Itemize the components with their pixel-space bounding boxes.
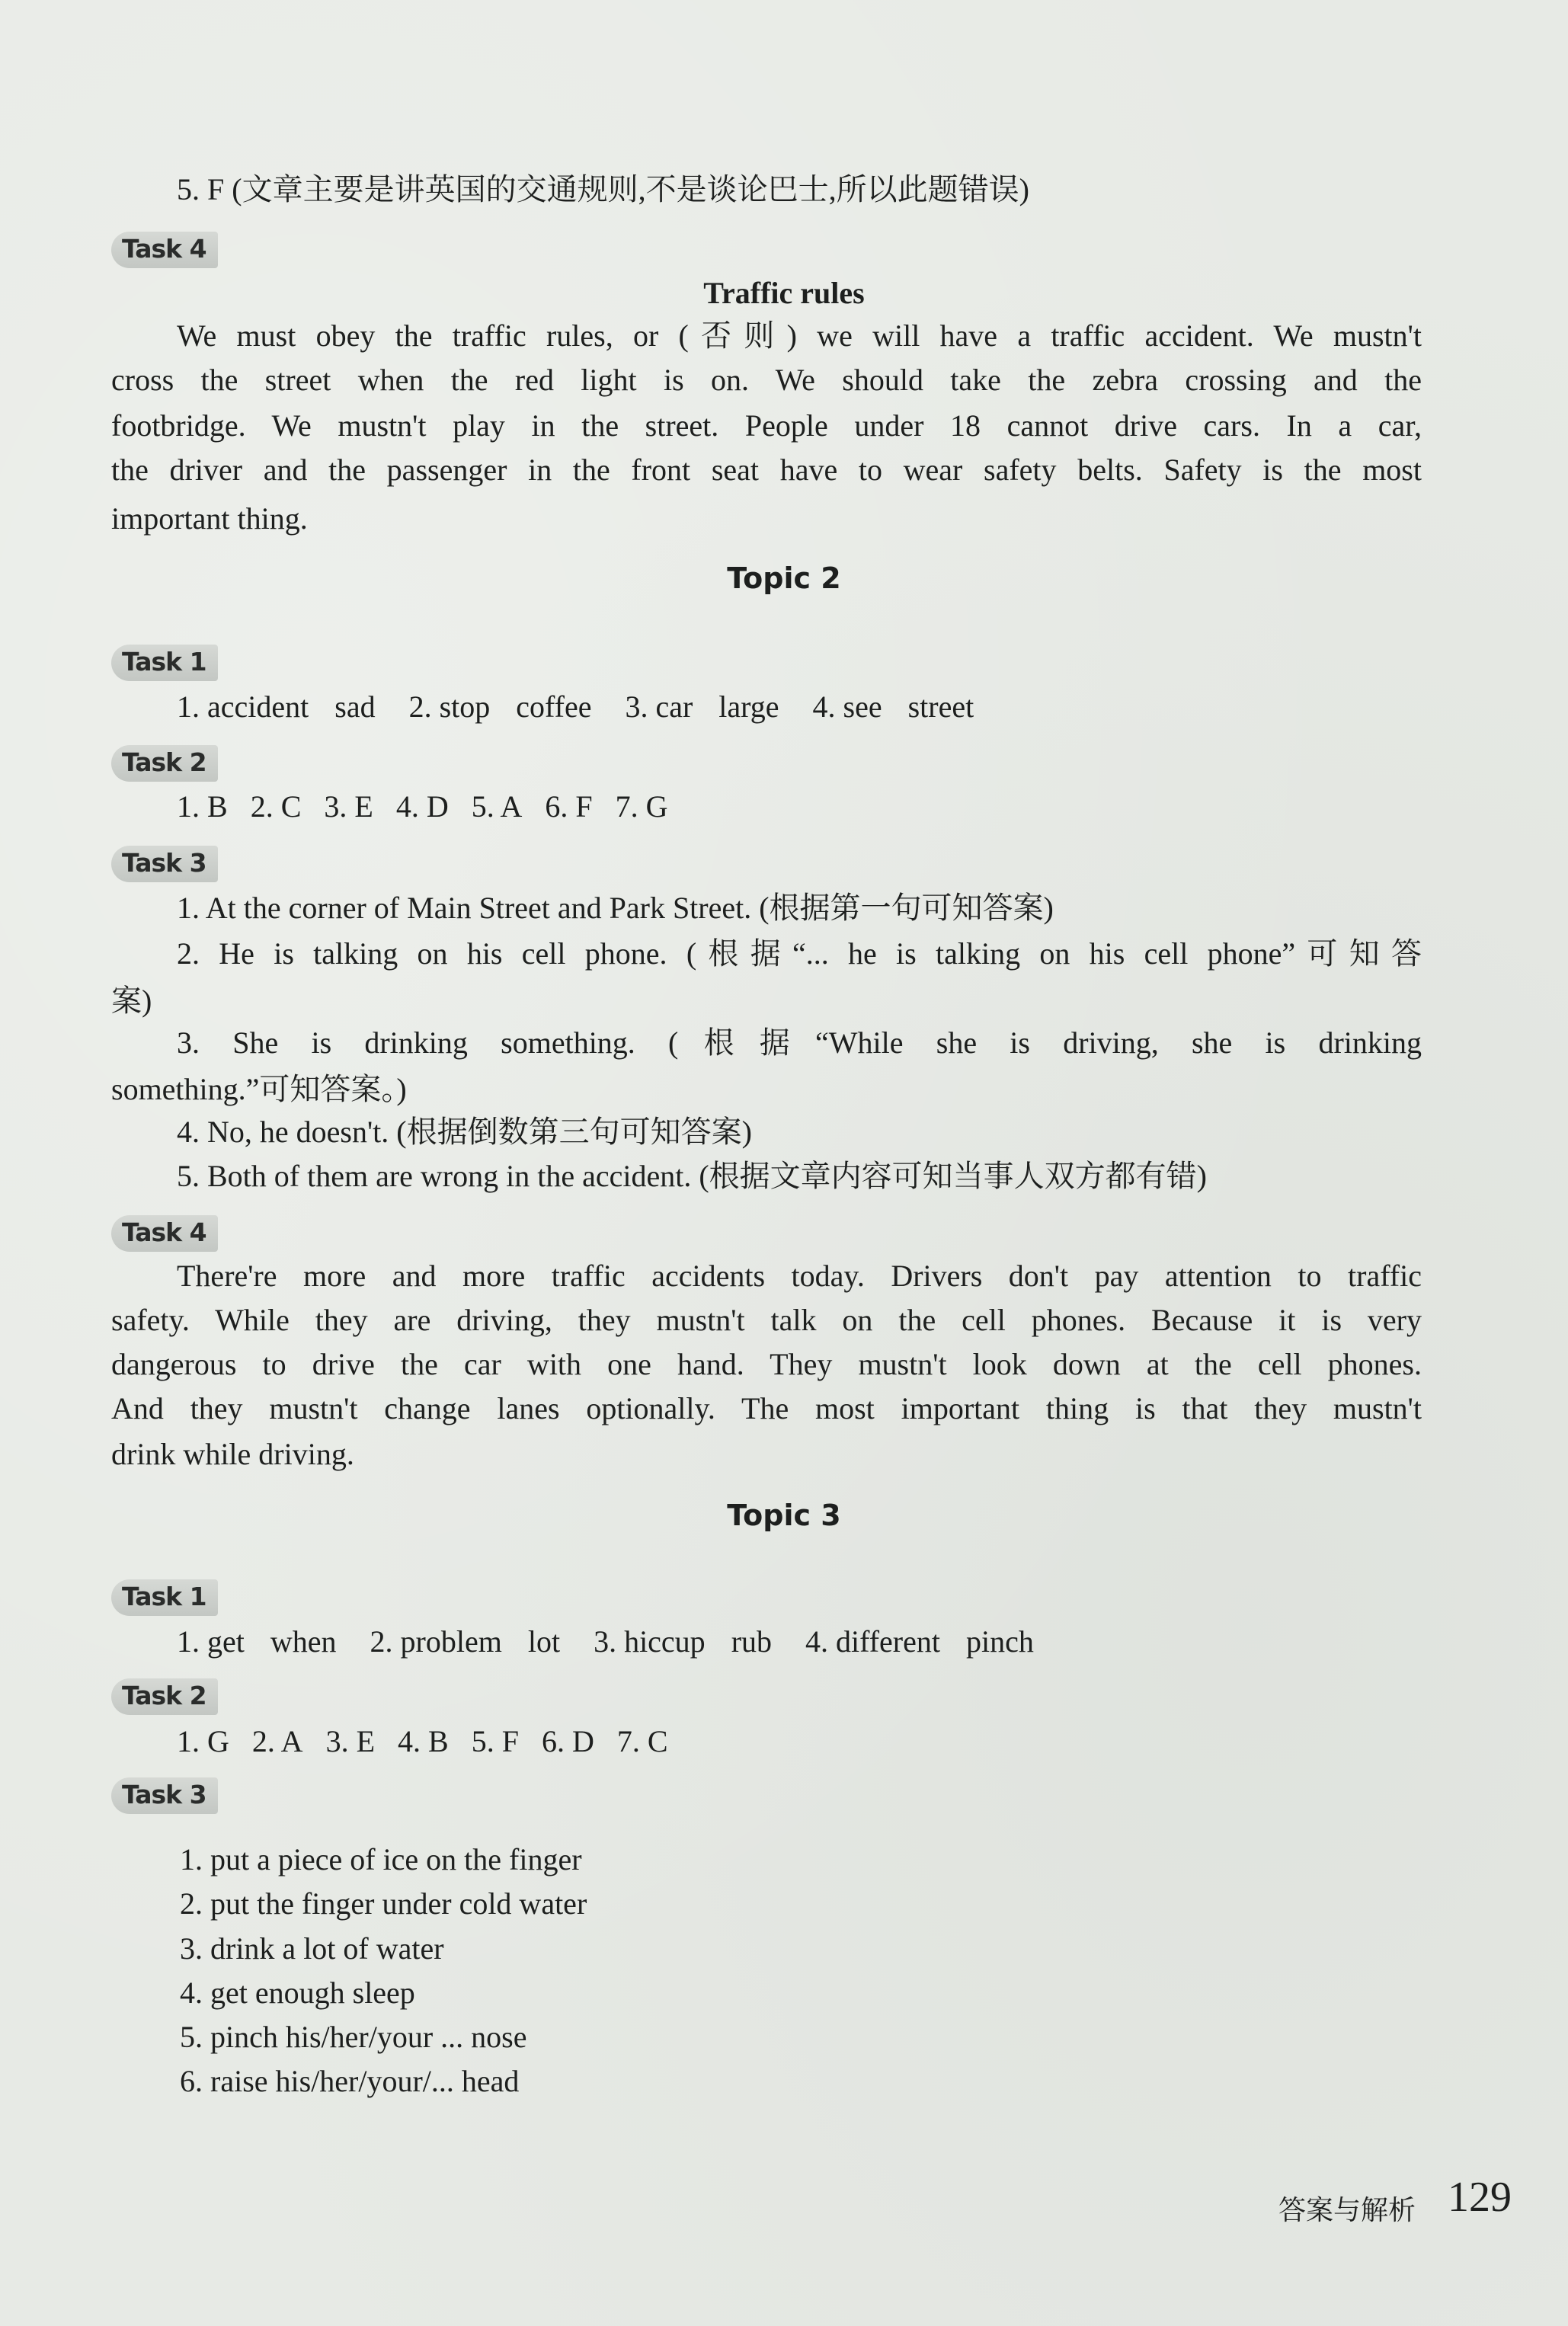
task-label: Task 4 bbox=[122, 234, 206, 264]
paragraph-line: safety. While they are driving, they mustn't talk on the cell phones. Because it is very bbox=[111, 1303, 1422, 1337]
topic3-task2-answers bbox=[177, 1720, 691, 1764]
answer-line: something.”可知答案。) bbox=[111, 1072, 407, 1106]
answer-word: 2. problem bbox=[370, 1624, 502, 1659]
topic2-task1-answers bbox=[177, 685, 1007, 729]
paragraph-line: dangerous to drive the car with one hand. They mustn't look down at the cell phones. bbox=[111, 1347, 1422, 1381]
answer-choice: 7. G bbox=[615, 789, 668, 824]
footer-section-label: 答案与解析 bbox=[1278, 2195, 1416, 2225]
task-3-badge bbox=[111, 846, 218, 882]
answer-line: 3. She is drinking something. (根据“While she is driving, she is drinking bbox=[177, 1025, 1422, 1060]
answer-choice: 4. B bbox=[398, 1724, 449, 1758]
answer-word: 1. accident bbox=[177, 689, 309, 724]
answer-choice: 5. A bbox=[471, 789, 523, 824]
answer-choice: 3. E bbox=[324, 789, 373, 824]
task-3-badge bbox=[111, 1777, 218, 1814]
answer-line: 1. At the corner of Main Street and Park Street. (根据第一句可知答案) bbox=[177, 891, 1054, 925]
paragraph-line: There're more and more traffic accidents today. Drivers don't pay attention to traffic bbox=[177, 1259, 1422, 1293]
answer-word: sad bbox=[334, 689, 376, 724]
task-label: Task 1 bbox=[122, 1582, 206, 1611]
answer-choice: 1. B bbox=[177, 789, 228, 824]
answer-word: 3. car bbox=[625, 689, 693, 724]
answer-line: 5. Both of them are wrong in the accident. (根据文章内容可知当事人双方都有错) bbox=[177, 1159, 1207, 1193]
answer-choice: 4. D bbox=[395, 789, 449, 824]
answer-choice: 7. C bbox=[616, 1724, 668, 1758]
answer-line: 6. raise his/her/your/... head bbox=[180, 2064, 520, 2098]
answer-word: 4. different bbox=[805, 1624, 940, 1659]
passage-title: Traffic rules bbox=[703, 276, 865, 310]
paragraph-line: drink while driving. bbox=[111, 1437, 354, 1471]
answer-choice: 5. F bbox=[471, 1724, 519, 1758]
answer-choice: 1. G bbox=[177, 1724, 229, 1758]
page-number: 129 bbox=[1448, 2174, 1512, 2221]
answer-word: lot bbox=[527, 1624, 561, 1659]
answer-word: 2. stop bbox=[408, 689, 491, 724]
task-2-badge bbox=[111, 745, 218, 782]
paragraph-line: important thing. bbox=[111, 501, 308, 536]
answer-line: 2. He is talking on his cell phone. (根据“... he is talking on his cell phone”可知答 bbox=[177, 936, 1422, 971]
answer-choice: 6. F bbox=[545, 789, 593, 824]
topic3-task1-answers bbox=[177, 1620, 1067, 1664]
answer-choice: 6. D bbox=[541, 1724, 594, 1758]
answer-line: 3. drink a lot of water bbox=[180, 1931, 444, 1966]
answer-line: 4. get enough sleep bbox=[180, 1976, 415, 2010]
answer-word: rub bbox=[731, 1624, 773, 1659]
answer-item-5: 5. F (文章主要是讲英国的交通规则,不是谈论巴士,所以此题错误) bbox=[177, 172, 1029, 206]
answer-line: 2. put the finger under cold water bbox=[180, 1886, 587, 1921]
answer-word: coffee bbox=[516, 689, 592, 724]
topic-3-heading: Topic 3 bbox=[727, 1499, 841, 1532]
answer-line: 案) bbox=[111, 984, 152, 1018]
answer-choice: 3. E bbox=[325, 1724, 376, 1758]
answer-word: 1. get bbox=[177, 1624, 245, 1659]
topic2-task2-answers bbox=[177, 785, 691, 829]
task-label: Task 3 bbox=[122, 1780, 206, 1809]
answer-word: large bbox=[718, 689, 779, 724]
answer-word: when bbox=[270, 1624, 337, 1659]
answer-choice: 2. A bbox=[251, 1724, 303, 1758]
task-label: Task 4 bbox=[122, 1217, 206, 1247]
task-1-badge bbox=[111, 1579, 218, 1616]
answer-word: 4. see bbox=[812, 689, 882, 724]
task-label: Task 2 bbox=[122, 747, 206, 777]
answer-word: pinch bbox=[966, 1624, 1034, 1659]
answer-line: 1. put a piece of ice on the finger bbox=[180, 1842, 582, 1876]
task-label: Task 1 bbox=[122, 647, 206, 677]
topic-2-heading: Topic 2 bbox=[727, 562, 841, 595]
task-label: Task 2 bbox=[122, 1681, 206, 1710]
paragraph-line: the driver and the passenger in the front seat have to wear safety belts. Safety is the most bbox=[111, 453, 1422, 487]
paragraph-line: And they mustn't change lanes optionally. The most important thing is that they mustn't bbox=[111, 1391, 1422, 1425]
task-1-badge bbox=[111, 645, 218, 681]
answer-word: 3. hiccup bbox=[594, 1624, 706, 1659]
task-label: Task 3 bbox=[122, 848, 206, 878]
answer-line: 5. pinch his/her/your ... nose bbox=[180, 2020, 527, 2054]
paragraph-line: cross the street when the red light is on. We should take the zebra crossing and the bbox=[111, 363, 1422, 397]
task-2-badge bbox=[111, 1678, 218, 1715]
paragraph-line: We must obey the traffic rules, or (否则) we will have a traffic accident. We mustn't bbox=[177, 318, 1422, 353]
answer-line: 4. No, he doesn't. (根据倒数第三句可知答案) bbox=[177, 1115, 752, 1149]
answer-choice: 2. C bbox=[250, 789, 302, 824]
answer-word: street bbox=[907, 689, 974, 724]
paragraph-line: footbridge. We mustn't play in the street. People under 18 cannot drive cars. In a car, bbox=[111, 408, 1422, 443]
task-4-badge bbox=[111, 1215, 218, 1252]
task-4-badge bbox=[111, 232, 218, 268]
